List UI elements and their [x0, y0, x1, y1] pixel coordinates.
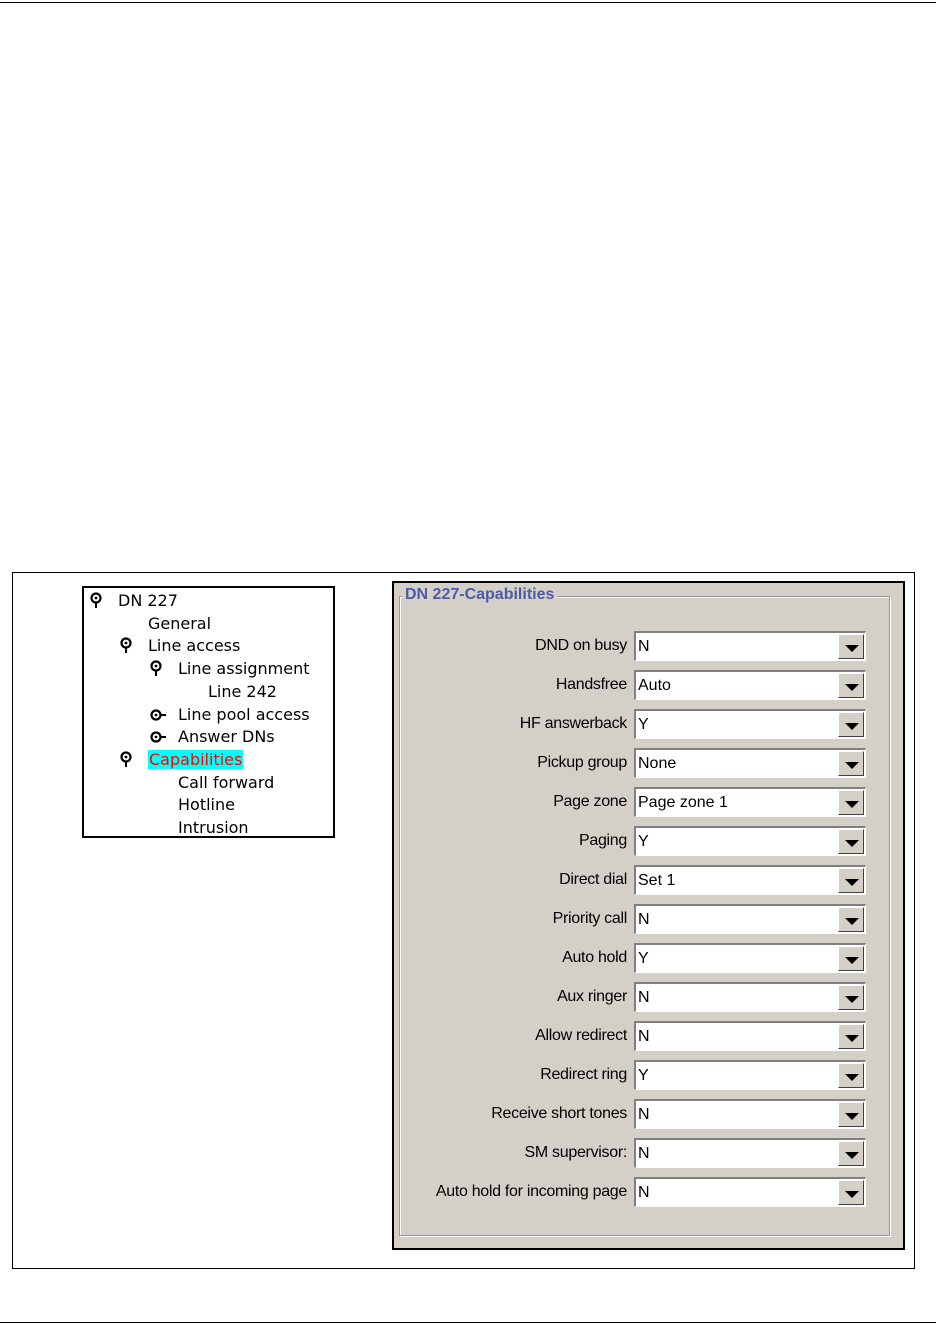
- tree-item-label: Answer DNs: [178, 727, 275, 747]
- field-label: Page zone: [553, 793, 627, 810]
- field-label: DND on busy: [535, 637, 627, 654]
- tree-item[interactable]: [178, 772, 274, 794]
- dropdown-button[interactable]: [838, 946, 864, 971]
- chevron-down-icon: [845, 1191, 859, 1198]
- tree-item-label: Line access: [148, 636, 241, 656]
- field-dropdown[interactable]: [634, 709, 866, 739]
- pin-expanded-icon[interactable]: [120, 637, 136, 659]
- dropdown-button[interactable]: [838, 1141, 864, 1166]
- dropdown-button[interactable]: [838, 1063, 864, 1088]
- dropdown-button[interactable]: [838, 751, 864, 776]
- tree-item-label: General: [148, 613, 212, 633]
- field-row: [394, 982, 907, 1012]
- field-row: [394, 865, 907, 895]
- dropdown-button[interactable]: [838, 985, 864, 1010]
- field-label: Redirect ring: [540, 1066, 627, 1083]
- field-dropdown[interactable]: [634, 670, 866, 700]
- dropdown-value: N: [638, 1106, 650, 1123]
- field-dropdown[interactable]: [634, 826, 866, 856]
- tree-item-label: Intrusion: [178, 818, 249, 837]
- dropdown-value: Y: [638, 1067, 649, 1084]
- chevron-down-icon: [845, 918, 859, 925]
- dropdown-value: Set 1: [638, 872, 676, 889]
- field-row: [394, 709, 907, 739]
- chevron-down-icon: [845, 1074, 859, 1081]
- tree-item[interactable]: [148, 613, 211, 635]
- pin-expanded-icon[interactable]: [150, 660, 166, 682]
- dropdown-value: N: [638, 1184, 650, 1201]
- chevron-down-icon: [845, 1152, 859, 1159]
- field-row: [394, 904, 907, 934]
- field-dropdown[interactable]: [634, 1060, 866, 1090]
- field-dropdown[interactable]: [634, 1099, 866, 1129]
- chevron-down-icon: [845, 879, 859, 886]
- dropdown-button[interactable]: [838, 868, 864, 893]
- field-label: Aux ringer: [557, 988, 627, 1005]
- chevron-down-icon: [845, 762, 859, 769]
- field-row: [394, 1021, 907, 1051]
- field-dropdown[interactable]: [634, 904, 866, 934]
- top-rule: [0, 2, 936, 3]
- dropdown-value: Y: [638, 833, 649, 850]
- dropdown-value: N: [638, 1028, 650, 1045]
- bottom-rule: [0, 1322, 936, 1323]
- chevron-down-icon: [845, 723, 859, 730]
- field-row: [394, 631, 907, 661]
- field-dropdown[interactable]: [634, 787, 866, 817]
- tree-item[interactable]: [148, 749, 243, 771]
- field-row: [394, 787, 907, 817]
- tree-item[interactable]: [118, 590, 178, 612]
- field-label: Direct dial: [559, 871, 627, 888]
- dropdown-button[interactable]: [838, 1102, 864, 1127]
- field-label: HF answerback: [519, 715, 627, 732]
- field-label: Allow redirect: [535, 1027, 627, 1044]
- tree-item-label: Hotline: [178, 795, 235, 815]
- capabilities-dialog: [392, 581, 905, 1250]
- dropdown-value: Y: [638, 950, 649, 967]
- tree-item-label: Line 242: [208, 681, 277, 701]
- dropdown-value: N: [638, 638, 650, 655]
- dropdown-value: N: [638, 1145, 650, 1162]
- field-label: SM supervisor:: [524, 1144, 627, 1161]
- field-label: Auto hold for incoming page: [435, 1183, 627, 1200]
- field-row: [394, 826, 907, 856]
- dropdown-button[interactable]: [838, 790, 864, 815]
- field-row: [394, 943, 907, 973]
- tree-item-label: Line assignment: [178, 659, 310, 679]
- tree-item[interactable]: [178, 704, 310, 726]
- tree-item[interactable]: [208, 681, 277, 703]
- dropdown-value: Page zone 1: [638, 794, 728, 811]
- tree-item-label-selected: Capabilities: [149, 749, 243, 769]
- tree-item-label: Line pool access: [178, 704, 310, 724]
- field-dropdown[interactable]: [634, 1138, 866, 1168]
- field-row: [394, 1060, 907, 1090]
- field-label: Paging: [578, 832, 627, 849]
- tree-item[interactable]: [178, 817, 249, 839]
- chevron-down-icon: [845, 996, 859, 1003]
- field-dropdown[interactable]: [634, 982, 866, 1012]
- field-dropdown[interactable]: [634, 748, 866, 778]
- dropdown-value: N: [638, 989, 650, 1006]
- field-dropdown[interactable]: [634, 1021, 866, 1051]
- chevron-down-icon: [845, 801, 859, 808]
- dropdown-value: None: [638, 755, 677, 772]
- field-label: Receive short tones: [491, 1105, 627, 1122]
- pin-expanded-icon[interactable]: [120, 751, 136, 773]
- chevron-down-icon: [845, 684, 859, 691]
- dropdown-button[interactable]: [838, 829, 864, 854]
- dropdown-button[interactable]: [838, 673, 864, 698]
- field-row: [394, 1177, 907, 1207]
- chevron-down-icon: [845, 645, 859, 652]
- field-row: [394, 670, 907, 700]
- dropdown-button[interactable]: [838, 634, 864, 659]
- tree-item[interactable]: [178, 794, 235, 816]
- field-dropdown[interactable]: [634, 865, 866, 895]
- field-row: [394, 1138, 907, 1168]
- group-title: DN 227-Capabilities: [402, 585, 557, 605]
- dropdown-value: Y: [638, 716, 649, 733]
- field-row: [394, 1099, 907, 1129]
- dropdown-value: Auto: [638, 677, 671, 694]
- chevron-down-icon: [845, 840, 859, 847]
- dropdown-button[interactable]: [838, 712, 864, 737]
- field-dropdown[interactable]: [634, 943, 866, 973]
- field-dropdown[interactable]: [634, 631, 866, 661]
- dropdown-button[interactable]: [838, 1024, 864, 1049]
- tree-item[interactable]: [178, 726, 275, 748]
- chevron-down-icon: [845, 957, 859, 964]
- chevron-down-icon: [845, 1035, 859, 1042]
- tree-item-label: Call forward: [178, 772, 275, 792]
- field-dropdown[interactable]: [634, 1177, 866, 1207]
- pin-expanded-icon[interactable]: [90, 592, 106, 614]
- tree-item-label: DN 227: [118, 591, 178, 610]
- pin-collapsed-icon[interactable]: [150, 708, 166, 730]
- field-label: Handsfree: [555, 676, 627, 693]
- figure-frame: [12, 572, 915, 1269]
- dropdown-value: N: [638, 911, 650, 928]
- dropdown-button[interactable]: [838, 907, 864, 932]
- navigation-tree: [82, 586, 335, 838]
- tree-item[interactable]: [178, 658, 310, 680]
- field-label: Auto hold: [562, 949, 627, 966]
- tree-item[interactable]: [148, 635, 240, 657]
- field-label: Pickup group: [537, 754, 627, 771]
- chevron-down-icon: [845, 1113, 859, 1120]
- field-label: Priority call: [552, 910, 627, 927]
- dropdown-button[interactable]: [838, 1180, 864, 1205]
- field-row: [394, 748, 907, 778]
